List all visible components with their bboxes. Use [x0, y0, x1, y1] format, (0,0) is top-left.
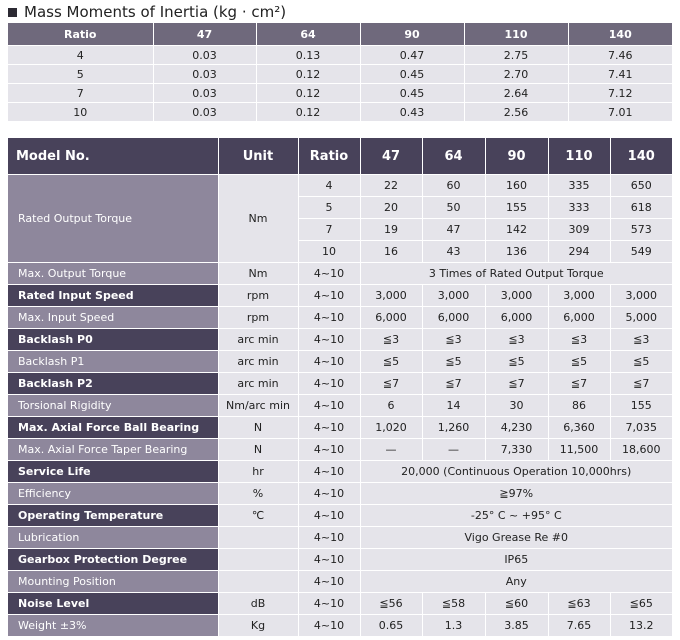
- value-cell: 7.65: [548, 615, 610, 637]
- unit-cell: ℃: [218, 505, 298, 527]
- unit-cell: hr: [218, 461, 298, 483]
- spec-header-cell: 47: [360, 138, 422, 175]
- inertia-row: [8, 46, 672, 65]
- inertia-row: [8, 84, 672, 103]
- spec-row: [8, 571, 672, 593]
- unit-cell: Kg: [218, 615, 298, 637]
- unit-cell: dB: [218, 593, 298, 615]
- value-cell: ≦5: [360, 351, 422, 373]
- value-cell: 333: [548, 197, 610, 219]
- unit-cell: Nm: [218, 263, 298, 285]
- value-cell: 650: [610, 175, 672, 197]
- value-cell: 3,000: [548, 285, 610, 307]
- value-cell: 549: [610, 241, 672, 263]
- row-label: Max. Axial Force Ball Bearing: [8, 417, 218, 439]
- value-cell: 11,500: [548, 439, 610, 461]
- spec-row: [8, 549, 672, 571]
- value-cell: ≦3: [360, 329, 422, 351]
- ratio-cell: 5: [298, 197, 360, 219]
- ratio-cell: 4~10: [298, 461, 360, 483]
- value-cell: ≦3: [610, 329, 672, 351]
- spec-row: [8, 329, 672, 351]
- value-cell: ≦5: [422, 351, 485, 373]
- value-cell: 335: [548, 175, 610, 197]
- value-cell: 13.2: [610, 615, 672, 637]
- spec-header-cell: Model No.: [8, 138, 218, 175]
- value-cell: 60: [422, 175, 485, 197]
- inertia-cell: 7: [8, 84, 153, 103]
- inertia-cell: 7.12: [568, 84, 672, 103]
- span-value-cell: -25° C ~ +95° C: [360, 505, 672, 527]
- ratio-cell: 4~10: [298, 439, 360, 461]
- page-title: [8, 2, 286, 22]
- inertia-cell: 10: [8, 103, 153, 122]
- spec-row: [8, 263, 672, 285]
- value-cell: 1.3: [422, 615, 485, 637]
- value-cell: 3.85: [485, 615, 548, 637]
- value-cell: 3,000: [485, 285, 548, 307]
- spec-row: [8, 505, 672, 527]
- row-label: Max. Axial Force Taper Bearing: [8, 439, 218, 461]
- spec-row: [8, 373, 672, 395]
- value-cell: 50: [422, 197, 485, 219]
- unit-cell: [218, 571, 298, 593]
- value-cell: 6,000: [548, 307, 610, 329]
- value-cell: 1,020: [360, 417, 422, 439]
- ratio-cell: 4~10: [298, 527, 360, 549]
- value-cell: ≦58: [422, 593, 485, 615]
- spec-row: [8, 417, 672, 439]
- row-label: Service Life: [8, 461, 218, 483]
- square-bullet-icon: [8, 8, 17, 17]
- inertia-cell: 0.43: [360, 103, 464, 122]
- ratio-cell: 4~10: [298, 483, 360, 505]
- inertia-cell: 0.13: [256, 46, 360, 65]
- inertia-header-cell: 90: [360, 23, 464, 46]
- inertia-cell: 0.03: [153, 46, 256, 65]
- spec-row: [8, 593, 672, 615]
- value-cell: 18,600: [610, 439, 672, 461]
- unit-cell: arc min: [218, 351, 298, 373]
- value-cell: 86: [548, 395, 610, 417]
- value-cell: 47: [422, 219, 485, 241]
- inertia-cell: 0.12: [256, 84, 360, 103]
- row-label: Mounting Position: [8, 571, 218, 593]
- spec-header-cell: Ratio: [298, 138, 360, 175]
- value-cell: 136: [485, 241, 548, 263]
- ratio-cell: 4~10: [298, 417, 360, 439]
- inertia-cell: 0.03: [153, 103, 256, 122]
- unit-cell: N: [218, 439, 298, 461]
- row-label: Torsional Rigidity: [8, 395, 218, 417]
- value-cell: 19: [360, 219, 422, 241]
- spec-header-cell: 90: [485, 138, 548, 175]
- span-value-cell: Any: [360, 571, 672, 593]
- row-label: Weight ±3%: [8, 615, 218, 637]
- row-label: Max. Output Torque: [8, 263, 218, 285]
- unit-cell: N: [218, 417, 298, 439]
- value-cell: 1,260: [422, 417, 485, 439]
- inertia-cell: 0.12: [256, 103, 360, 122]
- value-cell: 14: [422, 395, 485, 417]
- value-cell: 309: [548, 219, 610, 241]
- value-cell: 155: [485, 197, 548, 219]
- inertia-cell: 2.64: [464, 84, 568, 103]
- value-cell: ≦5: [485, 351, 548, 373]
- spec-row: [8, 395, 672, 417]
- inertia-table: [8, 23, 672, 122]
- unit-cell: arc min: [218, 329, 298, 351]
- row-label: Operating Temperature: [8, 505, 218, 527]
- spec-header-cell: 140: [610, 138, 672, 175]
- value-cell: ≦5: [610, 351, 672, 373]
- spec-header-cell: 64: [422, 138, 485, 175]
- row-label: Noise Level: [8, 593, 218, 615]
- inertia-header-row: [8, 23, 672, 46]
- unit-cell: rpm: [218, 307, 298, 329]
- inertia-cell: 7.01: [568, 103, 672, 122]
- spec-row: [8, 307, 672, 329]
- value-cell: ≦7: [360, 373, 422, 395]
- ratio-cell: 4~10: [298, 307, 360, 329]
- unit-cell: rpm: [218, 285, 298, 307]
- spec-row-torque: [8, 175, 672, 197]
- value-cell: 142: [485, 219, 548, 241]
- row-label: Backlash P2: [8, 373, 218, 395]
- value-cell: 573: [610, 219, 672, 241]
- value-cell: ≦3: [485, 329, 548, 351]
- spec-row: [8, 483, 672, 505]
- value-cell: 22: [360, 175, 422, 197]
- row-label: Backlash P1: [8, 351, 218, 373]
- value-cell: 7,330: [485, 439, 548, 461]
- spec-row: [8, 527, 672, 549]
- value-cell: 4,230: [485, 417, 548, 439]
- ratio-cell: 7: [298, 219, 360, 241]
- spec-row: [8, 285, 672, 307]
- ratio-cell: 4~10: [298, 329, 360, 351]
- span-value-cell: IP65: [360, 549, 672, 571]
- spec-header-row: [8, 138, 672, 175]
- value-cell: ≦63: [548, 593, 610, 615]
- value-cell: —: [360, 439, 422, 461]
- row-label-rated-output-torque: Rated Output Torque: [8, 175, 218, 263]
- row-label: Max. Input Speed: [8, 307, 218, 329]
- value-cell: ≦60: [485, 593, 548, 615]
- value-cell: ≦7: [610, 373, 672, 395]
- ratio-cell: 4~10: [298, 505, 360, 527]
- inertia-header-cell: 110: [464, 23, 568, 46]
- value-cell: —: [422, 439, 485, 461]
- ratio-cell: 4~10: [298, 549, 360, 571]
- inertia-cell: 0.03: [153, 84, 256, 103]
- value-cell: 618: [610, 197, 672, 219]
- span-value-cell: Vigo Grease Re #0: [360, 527, 672, 549]
- inertia-header-cell: 140: [568, 23, 672, 46]
- ratio-cell: 4~10: [298, 615, 360, 637]
- inertia-cell: 7.41: [568, 65, 672, 84]
- value-cell: 6,000: [422, 307, 485, 329]
- value-cell: 3,000: [360, 285, 422, 307]
- ratio-cell: 4~10: [298, 571, 360, 593]
- value-cell: 6,000: [360, 307, 422, 329]
- value-cell: 43: [422, 241, 485, 263]
- inertia-header-cell: Ratio: [8, 23, 153, 46]
- unit-cell: %: [218, 483, 298, 505]
- ratio-cell: 4~10: [298, 593, 360, 615]
- value-cell: 7,035: [610, 417, 672, 439]
- ratio-cell: 4~10: [298, 373, 360, 395]
- unit-cell: Nm/arc min: [218, 395, 298, 417]
- inertia-cell: 0.03: [153, 65, 256, 84]
- inertia-cell: 0.45: [360, 84, 464, 103]
- value-cell: ≦56: [360, 593, 422, 615]
- ratio-cell: 10: [298, 241, 360, 263]
- value-cell: ≦7: [548, 373, 610, 395]
- ratio-cell: 4~10: [298, 351, 360, 373]
- value-cell: ≦5: [548, 351, 610, 373]
- value-cell: 16: [360, 241, 422, 263]
- value-cell: 160: [485, 175, 548, 197]
- spec-header-cell: 110: [548, 138, 610, 175]
- unit-cell: [218, 549, 298, 571]
- spec-row: [8, 461, 672, 483]
- value-cell: ≦7: [422, 373, 485, 395]
- span-value-cell: 3 Times of Rated Output Torque: [360, 263, 672, 285]
- value-cell: 0.65: [360, 615, 422, 637]
- row-label: Lubrication: [8, 527, 218, 549]
- value-cell: ≦7: [485, 373, 548, 395]
- inertia-cell: 7.46: [568, 46, 672, 65]
- row-label: Backlash P0: [8, 329, 218, 351]
- value-cell: 5,000: [610, 307, 672, 329]
- value-cell: ≦65: [610, 593, 672, 615]
- value-cell: 3,000: [422, 285, 485, 307]
- title-text: Mass Moments of Inertia (kg · cm²): [24, 3, 287, 21]
- value-cell: 6,000: [485, 307, 548, 329]
- inertia-header-cell: 47: [153, 23, 256, 46]
- value-cell: 30: [485, 395, 548, 417]
- ratio-cell: 4~10: [298, 395, 360, 417]
- row-label: Rated Input Speed: [8, 285, 218, 307]
- inertia-row: [8, 65, 672, 84]
- inertia-cell: 5: [8, 65, 153, 84]
- span-value-cell: 20,000 (Continuous Operation 10,000hrs): [360, 461, 672, 483]
- value-cell: ≦3: [548, 329, 610, 351]
- inertia-cell: 2.56: [464, 103, 568, 122]
- row-label: Efficiency: [8, 483, 218, 505]
- spec-row: [8, 351, 672, 373]
- inertia-cell: 4: [8, 46, 153, 65]
- value-cell: 6,360: [548, 417, 610, 439]
- value-cell: 155: [610, 395, 672, 417]
- inertia-cell: 0.45: [360, 65, 464, 84]
- spec-header-cell: Unit: [218, 138, 298, 175]
- row-label: Gearbox Protection Degree: [8, 549, 218, 571]
- unit-cell: [218, 527, 298, 549]
- value-cell: 3,000: [610, 285, 672, 307]
- span-value-cell: ≧97%: [360, 483, 672, 505]
- inertia-cell: 2.70: [464, 65, 568, 84]
- value-cell: 20: [360, 197, 422, 219]
- inertia-header-cell: 64: [256, 23, 360, 46]
- ratio-cell: 4: [298, 175, 360, 197]
- unit-cell: Nm: [218, 175, 298, 263]
- inertia-cell: 2.75: [464, 46, 568, 65]
- spec-row: [8, 439, 672, 461]
- value-cell: 6: [360, 395, 422, 417]
- inertia-row: [8, 103, 672, 122]
- ratio-cell: 4~10: [298, 285, 360, 307]
- ratio-cell: 4~10: [298, 263, 360, 285]
- inertia-cell: 0.47: [360, 46, 464, 65]
- value-cell: ≦3: [422, 329, 485, 351]
- spec-table: [8, 138, 672, 637]
- value-cell: 294: [548, 241, 610, 263]
- spec-row: [8, 615, 672, 637]
- inertia-cell: 0.12: [256, 65, 360, 84]
- unit-cell: arc min: [218, 373, 298, 395]
